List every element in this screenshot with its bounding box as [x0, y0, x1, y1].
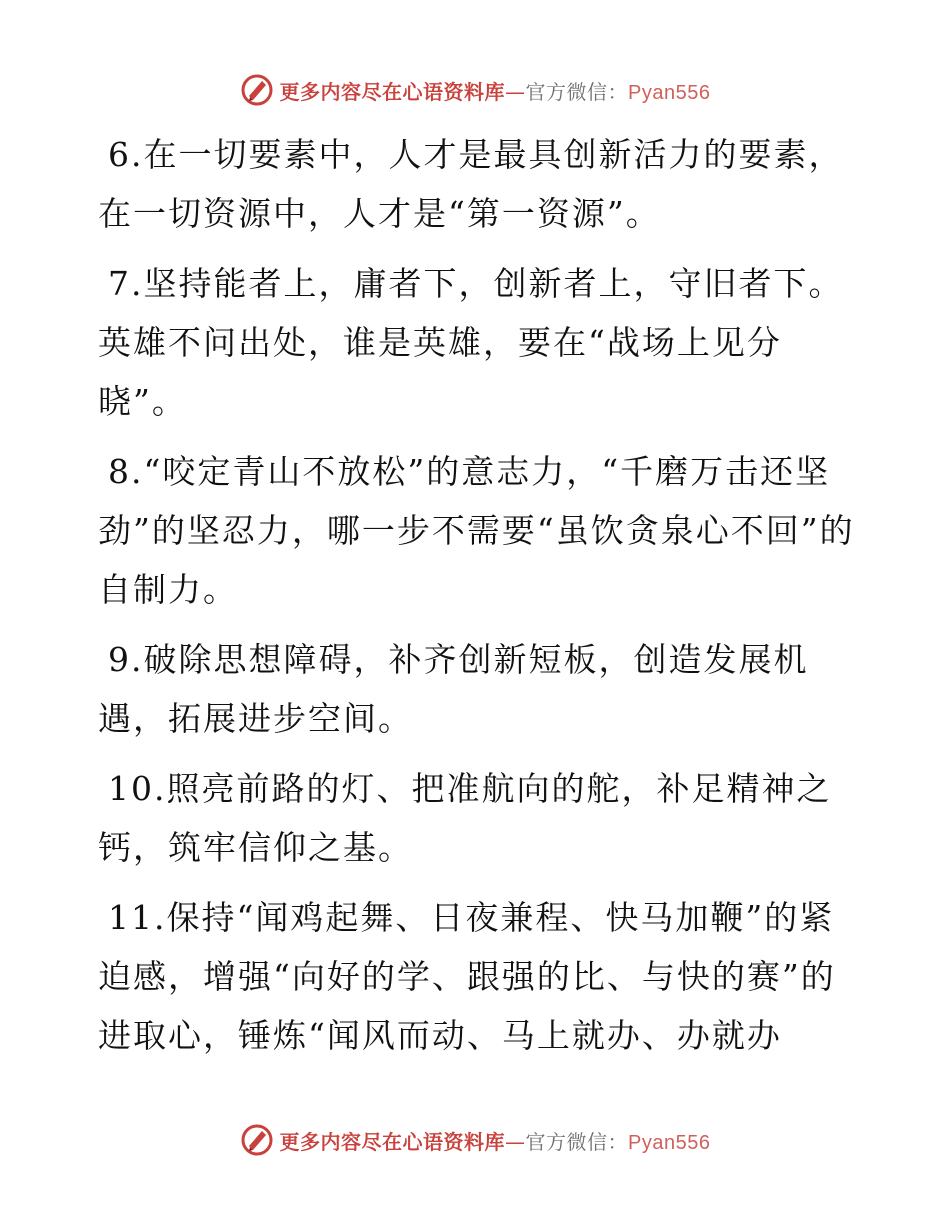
header-watermark — [0, 70, 950, 110]
watermark-id: Pyan556 — [628, 1131, 711, 1154]
paragraph-text: 保持“闻鸡起舞、日夜兼程、快马加鞭”的紧迫感，增强“向好的学、跟强的比、与快的赛”的进取心，锤炼“闻风而动、马上就办、办就办 — [98, 898, 836, 1055]
footer-watermark — [0, 1120, 950, 1160]
paragraph-number: 7. — [108, 264, 144, 303]
logo-icon — [240, 73, 274, 107]
paragraph-text: 破除思想障碍，补齐创新短板，创造发展机遇，拓展进步空间。 — [98, 640, 809, 738]
logo-icon — [240, 1123, 274, 1157]
paragraph-6 — [98, 125, 858, 243]
paragraph-number: 8. — [108, 452, 144, 491]
paragraph-text: 照亮前路的灯、把准航向的舵，补足精神之钙，筑牢信仰之基。 — [98, 769, 832, 867]
watermark-dash: — — [505, 79, 526, 104]
paragraph-number: 10. — [108, 769, 167, 808]
watermark-text — [280, 1126, 711, 1155]
watermark-lead: 更多内容尽在心语资料库 — [279, 1129, 506, 1154]
watermark-text — [280, 76, 711, 105]
paragraph-8 — [98, 442, 858, 619]
watermark-label: 官方微信： — [525, 1129, 629, 1154]
paragraph-number: 11. — [108, 898, 167, 937]
paragraph-text: 坚持能者上，庸者下，创新者上，守旧者下。英雄不问出处，谁是英雄，要在“战场上见分晓”。 — [98, 264, 844, 421]
watermark-id: Pyan556 — [628, 81, 711, 104]
paragraph-9 — [98, 630, 858, 748]
paragraph-number: 9. — [108, 640, 144, 679]
watermark-label: 官方微信： — [525, 79, 629, 104]
paragraph-7 — [98, 254, 858, 431]
watermark-dash: — — [505, 1129, 526, 1154]
paragraph-text: “咬定青山不放松”的意志力，“千磨万击还坚劲”的坚忍力，哪一步不需要“虽饮贪泉心不回”的自制力。 — [98, 452, 855, 609]
paragraph-11 — [98, 888, 858, 1065]
watermark-lead: 更多内容尽在心语资料库 — [279, 79, 506, 104]
paragraph-number: 6. — [108, 135, 144, 174]
document-body — [98, 125, 858, 1076]
paragraph-text: 在一切要素中，人才是最具创新活力的要素，在一切资源中，人才是“第一资源”。 — [98, 135, 844, 233]
paragraph-10 — [98, 759, 858, 877]
